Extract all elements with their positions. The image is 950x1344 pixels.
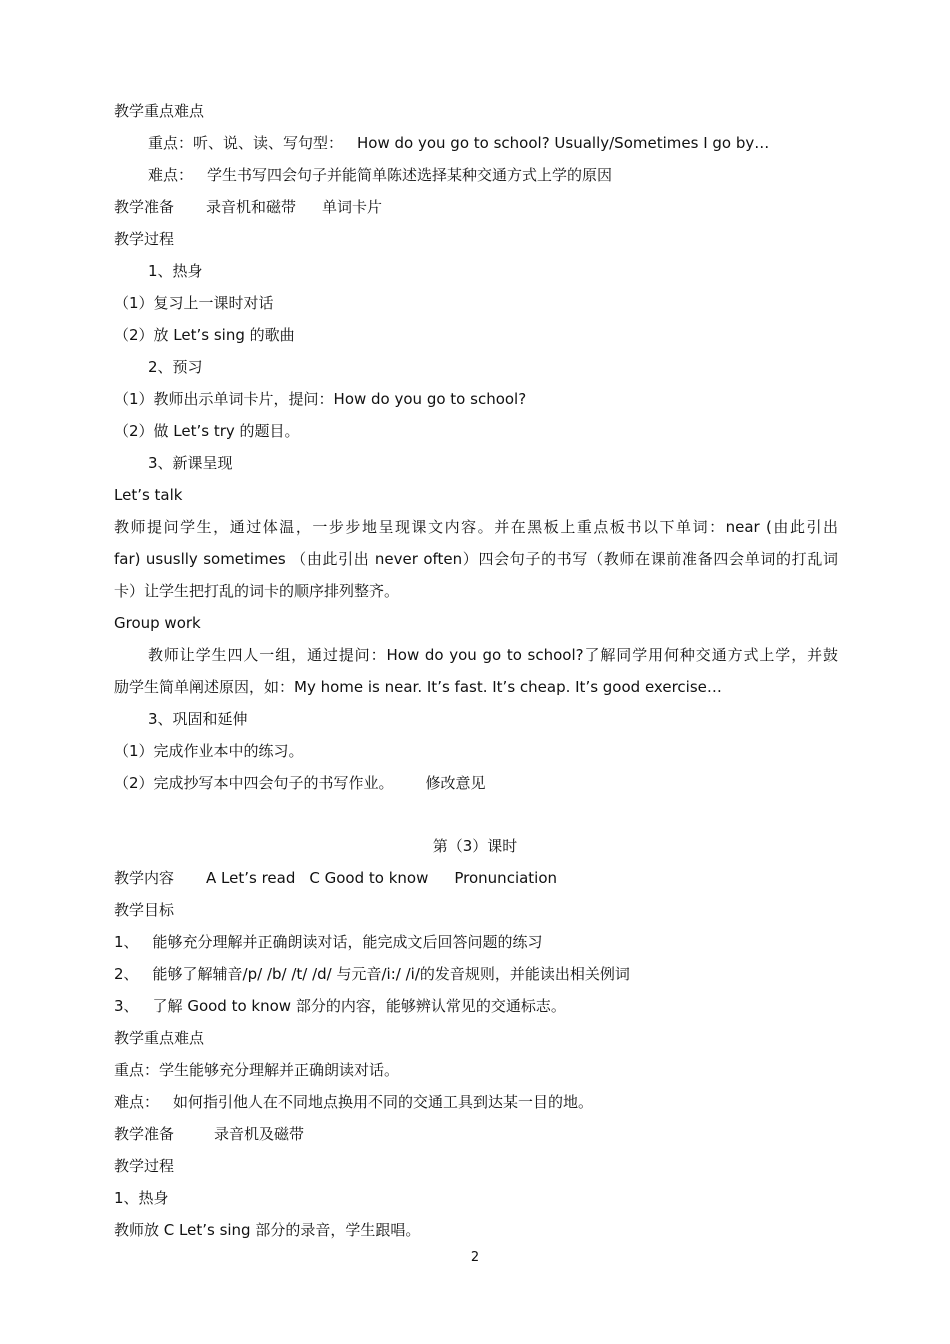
- process-heading-2: 教学过程: [114, 1157, 175, 1175]
- difficulty-text: 学生书写四会句子并能简单陈述选择某种交通方式上学的原因: [207, 166, 613, 184]
- goal-3-text: 了解 Good to know 部分的内容，能够辨认常见的交通标志。: [152, 997, 566, 1015]
- talk-heading: Let’s talk: [114, 486, 183, 504]
- key-difficulty-heading-2: 教学重点难点: [114, 1029, 205, 1047]
- step-warmup-2: 1、热身: [114, 1189, 169, 1207]
- goal-2: [114, 964, 838, 984]
- prep-item-cards: 单词卡片: [322, 198, 383, 216]
- key-points-2: 重点：学生能够充分理解并正确朗读对话。: [114, 1061, 400, 1079]
- step-warmup-2-text: 教师放 C Let’s sing 部分的录音，学生跟唱。: [114, 1221, 421, 1239]
- goal-1: [114, 932, 838, 952]
- key-difficulty-heading: 教学重点难点: [114, 102, 205, 120]
- goal-1-text: 能够充分理解并正确朗读对话，能完成文后回答问题的练习: [152, 933, 543, 951]
- prep-label: 教学准备: [114, 198, 175, 216]
- prep-line-2: [114, 1124, 838, 1144]
- prep-line: [114, 197, 838, 217]
- content-line: [114, 868, 838, 888]
- difficulty-line-2: [114, 1092, 838, 1112]
- step-warmup-item-1: （1）复习上一课时对话: [114, 294, 274, 312]
- step-preview-item-1: （1）教师出示单词卡片，提问：How do you go to school?: [114, 390, 527, 408]
- content-lets-read: A Let’s read: [206, 869, 296, 887]
- key-points-text: How do you go to school? Usually/Sometimes I go by…: [357, 134, 770, 152]
- prep-item-2: 录音机及磁带: [214, 1125, 305, 1143]
- content-label: 教学内容: [114, 869, 175, 887]
- goal-2-number: 2、: [114, 965, 139, 983]
- prep-label-2: 教学准备: [114, 1125, 175, 1143]
- prep-item-recorder: 录音机和磁带: [206, 198, 297, 216]
- talk-paragraph-line-2: far) ususlly sometimes （由此引出 never often）四会句子的书写（教师在课前准备四会单词的打乱词: [114, 550, 838, 568]
- talk-paragraph-line-3: 卡）让学生把打乱的词卡的顺序排列整齐。: [114, 582, 400, 600]
- difficulty-line: [148, 165, 838, 185]
- group-work-line-1: 教师让学生四人一组，通过提问：How do you go to school?了解同学用何种交通方式上学，并鼓: [148, 646, 838, 664]
- goal-1-number: 1、: [114, 933, 139, 951]
- step-preview: 2、预习: [148, 358, 203, 376]
- content-pronunciation: Pronunciation: [454, 869, 558, 887]
- goals-heading: 教学目标: [114, 901, 175, 919]
- step-preview-item-2: （2）做 Let’s try 的题目。: [114, 422, 300, 440]
- process-heading: 教学过程: [114, 230, 175, 248]
- step-consolidate-item-2-line: [114, 773, 838, 793]
- step-warmup-item-2: （2）放 Let’s sing 的歌曲: [114, 326, 295, 344]
- difficulty-label: 难点：: [148, 166, 194, 184]
- difficulty-text-2: 如何指引他人在不同地点换用不同的交通工具到达某一目的地。: [173, 1093, 594, 1111]
- goal-3-number: 3、: [114, 997, 139, 1015]
- difficulty-label-2: 难点：: [114, 1093, 160, 1111]
- talk-paragraph-line-1: 教师提问学生，通过体温，一步步地呈现课文内容。并在黑板上重点板书以下单词：near (由此引出: [114, 518, 838, 536]
- page-number: 2: [470, 1250, 480, 1265]
- group-work-line-2: 励学生简单阐述原因，如：My home is near. It’s fast. It’s cheap. It’s good exercise…: [114, 678, 722, 696]
- group-work-heading: Group work: [114, 614, 201, 632]
- goal-3: [114, 996, 838, 1016]
- step-warmup: 1、热身: [148, 262, 203, 280]
- goal-2-text: 能够了解辅音/p/ /b/ /t/ /d/ 与元音/i:/ /i/的发音规则，并能读出相关例词: [152, 965, 630, 983]
- step-consolidate-item-2: （2）完成抄写本中四会句子的书写作业。: [114, 774, 394, 792]
- lesson-title: 第（3）课时: [432, 837, 518, 855]
- content-good-to-know: C Good to know: [309, 869, 429, 887]
- step-new-lesson: 3、新课呈现: [148, 454, 233, 472]
- key-points-line: [148, 133, 838, 153]
- key-points-label: 重点：听、说、读、写句型：: [148, 134, 344, 152]
- step-consolidate: 3、巩固和延伸: [148, 710, 248, 728]
- step-consolidate-item-1: （1）完成作业本中的练习。: [114, 742, 304, 760]
- revision-notes-label: 修改意见: [425, 774, 486, 792]
